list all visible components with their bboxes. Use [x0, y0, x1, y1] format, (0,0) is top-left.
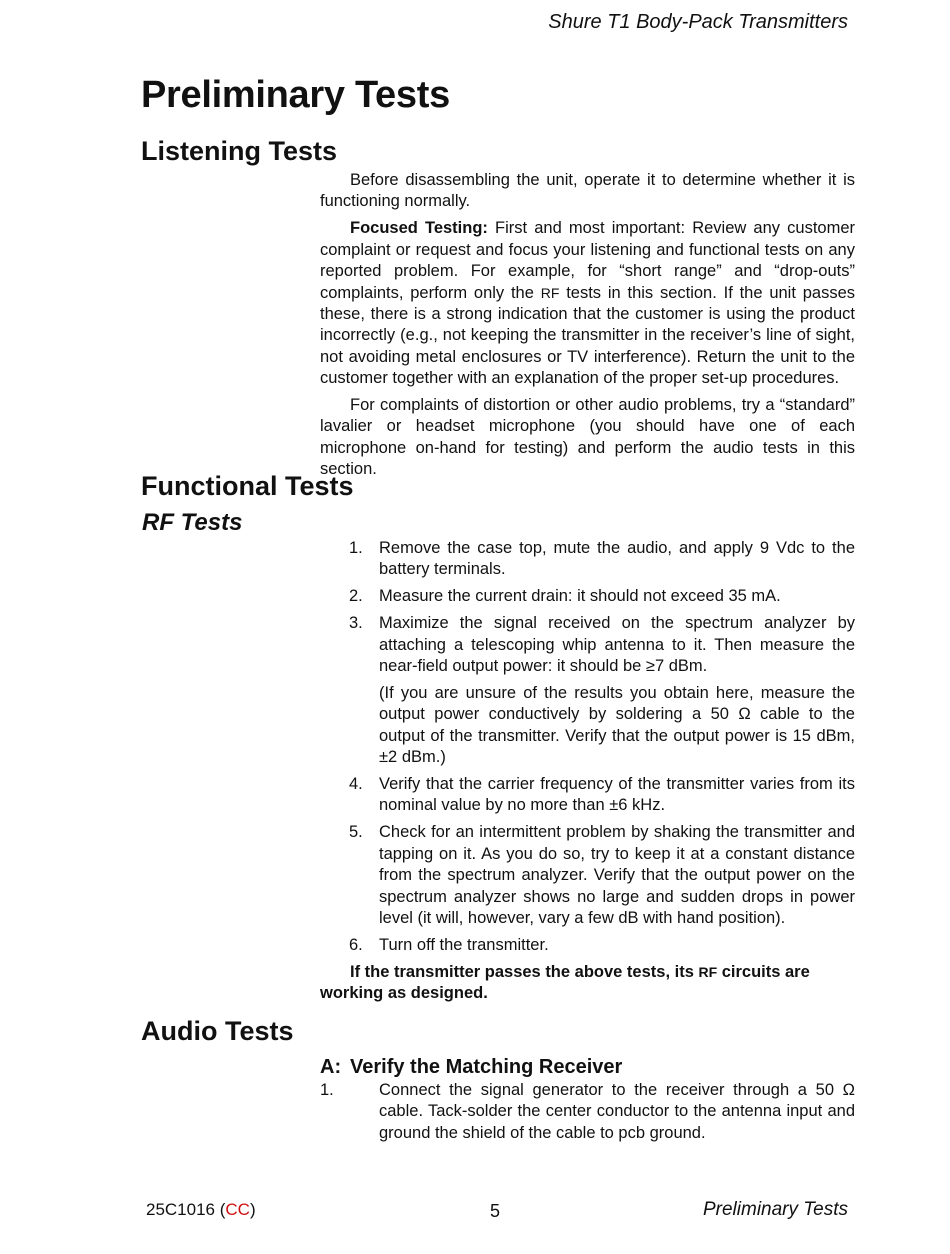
rf-conclusion: [320, 962, 855, 1005]
step-text: Verify that the carrier frequency of the transmitter varies from its nominal value by no more than ±6 kHz.: [379, 775, 855, 815]
section-heading-functional: Functional Tests: [141, 471, 354, 501]
revision-code: CC: [225, 1200, 250, 1219]
chapter-title: Preliminary Tests: [141, 74, 450, 116]
step-number: 1.: [349, 539, 363, 557]
list-item: [320, 935, 855, 956]
step-number: 3.: [349, 614, 363, 633]
list-item: [320, 538, 855, 581]
paragraph: Before disassembling the unit, operate it to determine whether it is functioning normally.: [320, 171, 855, 211]
step-text: Measure the current drain: it should not exceed 35 mA.: [379, 587, 781, 606]
run-in-heading: Focused Testing:: [350, 219, 488, 238]
paragraph-focused-testing: [320, 218, 855, 389]
running-header: Shure T1 Body-Pack Transmitters: [548, 11, 848, 33]
step-number: 4.: [349, 775, 363, 794]
footer-section-title: Preliminary Tests: [702, 1199, 848, 1220]
listening-body: [320, 170, 855, 486]
paren-open: (: [215, 1200, 226, 1219]
subsection-letter: A:: [320, 1056, 342, 1078]
subsection-heading-rf: RF Tests: [142, 509, 243, 536]
text-run: If the transmitter passes the above tests, its: [350, 963, 699, 981]
step-number: 2.: [349, 587, 363, 606]
text-run: circuits are working as designed.: [320, 963, 810, 1003]
step-number: 5.: [349, 823, 363, 842]
subsection-title: Verify the Matching Receiver: [350, 1056, 623, 1078]
step-text: Connect the signal generator to the receiver through a 50 Ω cable. Tack-solder the center conductor to the antenna input and ground the shield of the cable to pcb ground.: [379, 1081, 855, 1142]
footer-doc-id: [146, 1200, 256, 1220]
rf-test-steps: [320, 538, 855, 962]
step-text: Turn off the transmitter.: [379, 935, 549, 954]
list-item: [320, 822, 855, 929]
list-item: [320, 1080, 855, 1144]
text-run: tests in this section. If the unit passes these, there is a strong indication that the customer is using the product incorrectly (e.g., not keeping the transmitter in the receiver’s line of sight, not avoiding metal enclosures or TV interference). Return the unit to the customer together with an explanation of the proper set-up procedures.: [320, 283, 856, 388]
section-heading-audio: Audio Tests: [141, 1016, 294, 1046]
list-item: [320, 613, 855, 768]
text-run: First and most important: Review any customer complaint or request and focus your listening and functional tests on any reported problem. For example, for “short range” and “drop-outs” complaints, perform only the: [320, 219, 855, 302]
paren-close: ): [249, 1200, 256, 1219]
abbreviation: RF: [698, 964, 718, 980]
list-item: [320, 774, 855, 817]
step-note: (If you are unsure of the results you obtain here, measure the output power conductively by soldering a 50 Ω cable to the output of the transmitter. Verify that the output power is 15 dBm, ±2 dBm.): [379, 683, 855, 767]
step-number: 6.: [349, 935, 363, 954]
abbreviation: RF: [540, 284, 560, 301]
subsection-heading-matching-receiver: [320, 1056, 622, 1079]
section-heading-listening: Listening Tests: [141, 136, 338, 166]
page-number: 5: [490, 1201, 501, 1221]
doc-number: 25C1016: [146, 1200, 216, 1219]
audio-test-steps: [320, 1080, 855, 1144]
step-text: Check for an intermittent problem by shaking the transmitter and tapping on it. As you do so, try to keep it at a constant distance from the spectrum analyzer. Verify that the output power on the spectrum analyzer shows no large and sudden drops in power level (it will, however, vary a few dB with hand position).: [379, 823, 855, 927]
step-number: 1.: [320, 1081, 334, 1099]
step-text: Remove the case top, mute the audio, and apply 9 Vdc to the battery terminals.: [379, 539, 855, 579]
paragraph: For complaints of distortion or other audio problems, try a “standard” lavalier or headset microphone (you should have one of each microphone on-hand for testing) and perform the audio tests in this section.: [320, 396, 855, 479]
list-item: [320, 586, 855, 607]
step-text: Maximize the signal received on the spectrum analyzer by attaching a telescoping whip antenna to it. Then measure the near-field output power: it should be ≥7 dBm.: [379, 614, 855, 676]
